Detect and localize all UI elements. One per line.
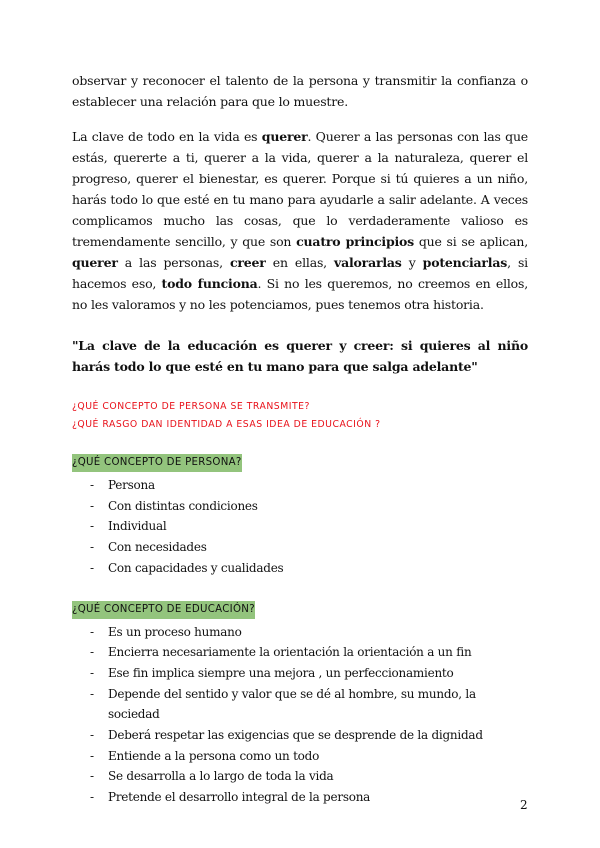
bullet-dash: -	[90, 790, 94, 805]
list-item	[72, 537, 528, 558]
text-run: . Querer a las personas con las que estás, quererte a ti, querer a la vida, querer a la naturaleza, querer el progreso, querer el bienestar, es querer. Porque si tú quieres a un niño, harás todo lo que esté en tu mano para ayudarle a salir adelante. A veces complicamos mucho las cosas, que lo verdaderamente valioso es tremendamente sencillo, y que son	[72, 129, 528, 249]
list-item-text: Con distintas condiciones	[108, 498, 258, 513]
list-item	[72, 496, 528, 517]
list-persona	[72, 475, 528, 579]
list-item	[72, 725, 528, 746]
question-block	[72, 398, 528, 434]
heading-persona: ¿QUÉ CONCEPTO DE PERSONA?	[72, 454, 242, 472]
list-item-text: Ese fin implica siempre una mejora , un perfeccionamiento	[108, 665, 454, 680]
list-item	[72, 766, 528, 787]
section-persona	[72, 450, 528, 579]
heading-educacion: ¿QUÉ CONCEPTO DE EDUCACIÓN?	[72, 601, 255, 619]
bold-cuatro-principios: cuatro principios	[296, 234, 415, 249]
bullet-dash: -	[90, 540, 94, 555]
text-run: en ellas,	[265, 255, 335, 270]
list-item	[72, 642, 528, 663]
question-persona: ¿QUÉ CONCEPTO DE PERSONA SE TRANSMITE?	[72, 401, 310, 412]
paragraph-clave	[72, 126, 528, 315]
list-item	[72, 787, 528, 808]
list-item	[72, 663, 528, 684]
bold-creer: creer	[229, 255, 266, 270]
list-item	[72, 558, 528, 579]
bullet-dash: -	[90, 645, 94, 660]
paragraph-intro: observar y reconocer el talento de la persona y transmitir la confianza o establecer una relación para que lo muestre.	[72, 73, 528, 109]
quote: "La clave de la educación es querer y creer: si quieres al niño harás todo lo que esté en tu mano para que salga adelante"	[72, 338, 528, 374]
bullet-dash: -	[90, 686, 94, 701]
list-item	[72, 746, 528, 767]
list-item	[72, 516, 528, 537]
list-item-text: Depende del sentido y valor que se dé al hombre, su mundo, la sociedad	[108, 686, 476, 722]
text-run: y	[401, 255, 423, 270]
list-item	[72, 475, 528, 496]
bullet-dash: -	[90, 478, 94, 492]
list-item-text: Se desarrolla a lo largo de toda la vida	[108, 769, 334, 784]
bullet-dash: -	[90, 728, 94, 743]
bold-querer-2: querer	[72, 255, 118, 270]
list-item-text: Con capacidades y cualidades	[108, 560, 284, 575]
text-run: que si se aplican,	[414, 234, 528, 249]
bold-valorarlas: valorarlas	[334, 255, 402, 270]
list-item-text: Entiende a la persona como un todo	[108, 748, 320, 763]
list-item-text: Es un proceso humano	[108, 624, 242, 639]
bold-querer: querer	[261, 129, 308, 144]
bullet-dash: -	[90, 498, 94, 513]
section-educacion	[72, 597, 528, 808]
list-educacion	[72, 622, 528, 808]
list-item-text: Encierra necesariamente la orientación la orientación a un fin	[108, 645, 472, 660]
bullet-dash: -	[90, 769, 94, 784]
bold-todo-funciona: todo funciona	[161, 276, 258, 291]
bullet-dash: -	[90, 560, 94, 575]
list-item-text: Persona	[108, 478, 155, 492]
bullet-dash: -	[90, 748, 94, 763]
text-run: , si hacemos eso,	[72, 255, 528, 291]
text-run: a las personas,	[117, 255, 230, 270]
text-run: La clave de todo en la vida es	[72, 129, 262, 144]
page-content	[72, 70, 528, 826]
bullet-dash: -	[90, 665, 94, 680]
list-item	[72, 622, 528, 643]
bullet-dash: -	[90, 519, 94, 534]
question-rasgo: ¿QUÉ RASGO DAN IDENTIDAD A ESAS IDEA DE EDUCACIÓN ?	[72, 419, 381, 430]
text-run: . Si no les queremos, no creemos en ellos, no les valoramos y no les potenciamos, pues tenemos otra historia.	[72, 276, 528, 312]
list-item-text: Deberá respetar las exigencias que se desprende de la dignidad	[108, 728, 483, 743]
page-number: 2	[520, 798, 528, 812]
list-item-text: Pretende el desarrollo integral de la persona	[108, 790, 371, 805]
list-item-text: Individual	[108, 519, 167, 534]
bold-potenciarlas: potenciarlas	[422, 255, 508, 270]
list-item-text: Con necesidades	[108, 540, 207, 555]
bullet-dash: -	[90, 624, 94, 639]
list-item	[72, 684, 528, 725]
